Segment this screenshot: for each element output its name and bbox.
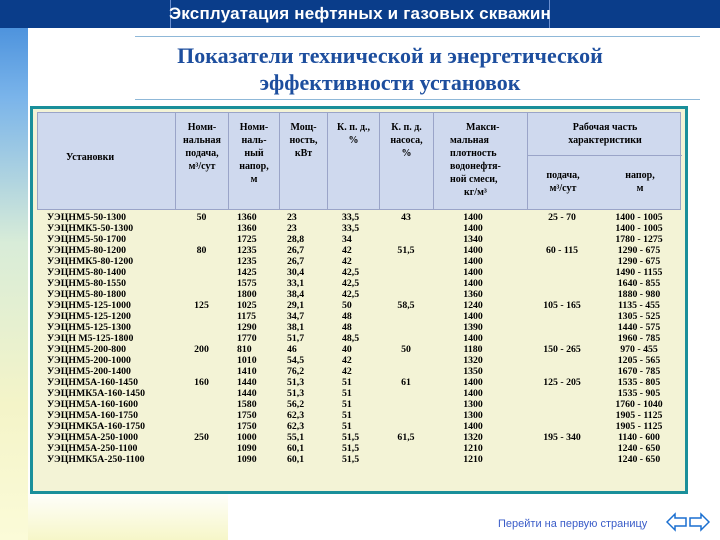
cell-work-feed: 125 - 205	[543, 377, 581, 388]
cell-density: 1240	[463, 300, 483, 311]
cell-pressure: 1360	[237, 223, 257, 234]
cell-installation: УЭЦНМК5-80-1200	[47, 256, 134, 267]
cell-feed: 160	[194, 377, 209, 388]
header-pressure-l1: Номи-	[239, 122, 269, 133]
table-row	[37, 454, 681, 465]
cell-work-feed: 105 - 165	[543, 300, 581, 311]
header-density-l6: кг/м³	[464, 187, 487, 198]
cell-power: 26,7	[287, 256, 305, 267]
cell-density: 1400	[463, 388, 483, 399]
cell-pump-efficiency: 42,5	[342, 289, 360, 300]
header-installations	[38, 113, 176, 209]
cell-work-pressure: 1135 - 455	[618, 300, 660, 311]
cell-work-feed: 150 - 265	[543, 344, 581, 355]
cell-power: 33,1	[287, 278, 305, 289]
table-row	[37, 443, 681, 454]
cell-density: 1400	[463, 267, 483, 278]
cell-work-pressure: 1290 - 675	[617, 245, 661, 256]
cell-work-pressure: 1490 - 1155	[615, 267, 663, 278]
cell-power: 54,5	[287, 355, 305, 366]
slide-header-title: Эксплуатация нефтяных и газовых скважин	[169, 4, 551, 23]
header-max-density	[434, 113, 528, 209]
cell-density: 1400	[463, 333, 483, 344]
cell-work-pressure: 1400 - 1005	[615, 223, 663, 234]
cell-installation: УЭЦНМ5-50-1700	[47, 234, 127, 245]
table-row	[37, 278, 681, 289]
cell-density: 1400	[463, 256, 483, 267]
table-row	[37, 399, 681, 410]
header-work-pressure-l1: напор,	[625, 170, 655, 181]
table-row	[37, 212, 681, 223]
cell-work-pressure: 1670 - 785	[617, 366, 661, 377]
first-page-link[interactable]: Перейти на первую страницу	[498, 518, 648, 530]
cell-pressure: 1580	[237, 399, 257, 410]
cell-density: 1210	[463, 443, 483, 454]
cell-feed: 80	[196, 245, 207, 256]
cell-pressure: 1090	[237, 454, 257, 465]
cell-pump-efficiency: 42	[342, 355, 352, 366]
header-pressure-l5: м	[250, 174, 258, 185]
top-divider	[135, 36, 700, 37]
cell-work-pressure: 1400 - 1005	[615, 212, 663, 223]
table-row	[37, 223, 681, 234]
header-density-l4: водонефтя-	[450, 161, 501, 172]
cell-pump-efficiency: 51	[342, 421, 352, 432]
table-row	[37, 388, 681, 399]
cell-density: 1400	[463, 421, 483, 432]
cell-density: 1400	[463, 377, 483, 388]
header-power-l2: ность,	[289, 135, 318, 146]
cell-pump-efficiency: 42,5	[342, 278, 360, 289]
table-row	[37, 410, 681, 421]
title-bar	[0, 0, 720, 28]
cell-installation-efficiency: 50	[401, 344, 411, 355]
header-power	[280, 113, 328, 209]
header-pressure-l2: наль-	[241, 135, 267, 146]
cell-density: 1300	[463, 410, 483, 421]
cell-work-pressure: 1535 - 805	[617, 377, 661, 388]
cell-feed: 50	[196, 212, 207, 223]
table-row	[37, 300, 681, 311]
title-divider	[135, 99, 700, 100]
cell-pressure: 1575	[237, 278, 257, 289]
cell-pump-efficiency: 42	[342, 256, 352, 267]
cell-work-pressure: 1290 - 675	[617, 256, 661, 267]
header-density-l5: ной смеси,	[450, 174, 498, 185]
cell-density: 1210	[463, 454, 483, 465]
cell-power: 23	[287, 212, 297, 223]
cell-pressure: 1000	[237, 432, 257, 443]
table-row	[37, 355, 681, 366]
header-feed-l1: Номи-	[187, 122, 217, 133]
cell-installation-efficiency: 61,5	[397, 432, 415, 443]
header-pressure-l3: ный	[244, 148, 264, 159]
cell-work-pressure: 1905 - 1125	[615, 421, 663, 432]
header-feed-l3: подача,	[185, 148, 219, 159]
cell-pump-efficiency: 51,5	[342, 432, 360, 443]
cell-pressure: 1750	[237, 421, 257, 432]
cell-work-pressure: 1240 - 650	[617, 454, 661, 465]
cell-feed: 250	[194, 432, 209, 443]
cell-density: 1400	[463, 212, 483, 223]
cell-power: 60,1	[287, 443, 305, 454]
cell-installation: УЭЦНМ5-200-1000	[47, 355, 131, 366]
header-feed	[176, 113, 229, 209]
cell-work-pressure: 1640 - 855	[617, 278, 661, 289]
cell-density: 1350	[463, 366, 483, 377]
cell-installation: УЭЦНМ5-80-1550	[47, 278, 127, 289]
back-arrow-icon[interactable]	[667, 514, 686, 530]
header-inst-eff-l1: К. п. д.	[391, 122, 422, 133]
cell-density: 1390	[463, 322, 483, 333]
cell-power: 26,7	[287, 245, 305, 256]
cell-pump-efficiency: 48,5	[342, 333, 360, 344]
cell-pressure: 1025	[237, 300, 257, 311]
cell-power: 51,7	[287, 333, 305, 344]
header-inst-eff-l3: %	[401, 148, 412, 159]
cell-installation: УЭЦНМ5А-160-1750	[47, 410, 138, 421]
cell-pump-efficiency: 51	[342, 377, 352, 388]
data-table	[30, 106, 688, 494]
cell-pump-efficiency: 42	[342, 245, 352, 256]
cell-pump-efficiency: 33,5	[342, 212, 360, 223]
cell-density: 1400	[463, 223, 483, 234]
background-bottom	[28, 490, 228, 540]
navigation-arrows	[666, 512, 710, 532]
cell-power: 62,3	[287, 421, 305, 432]
header-working-l2: характеристики	[568, 135, 642, 146]
cell-density: 1320	[463, 432, 483, 443]
table-row	[37, 245, 681, 256]
cell-work-pressure: 1440 - 575	[617, 322, 661, 333]
cell-work-pressure: 1960 - 785	[617, 333, 661, 344]
cell-power: 51,3	[287, 388, 305, 399]
header-density-l1: Макси-	[466, 122, 500, 133]
cell-pump-efficiency: 51	[342, 388, 352, 399]
cell-power: 56,2	[287, 399, 305, 410]
table-row	[37, 377, 681, 388]
cell-installation: УЭЦНМ5А-160-1450	[47, 377, 138, 388]
header-power-l3: кВт	[294, 148, 313, 159]
cell-pressure: 1235	[237, 256, 257, 267]
cell-installation: УЭЦНМ5А-250-1000	[47, 432, 138, 443]
cell-pump-efficiency: 51,5	[342, 443, 360, 454]
cell-work-pressure: 970 - 455	[620, 344, 658, 355]
cell-installation: УЭЦНМ5-80-1400	[47, 267, 127, 278]
cell-pressure: 1235	[237, 245, 257, 256]
header-pump-eff-l2: %	[348, 135, 359, 146]
cell-feed: 200	[194, 344, 209, 355]
cell-installation: УЭЦНМ5-200-800	[47, 344, 127, 355]
cell-installation: УЭЦНМ5А-250-1100	[47, 443, 138, 454]
cell-pressure: 1440	[237, 377, 257, 388]
cell-installation: УЭЦНМК5А-160-1750	[47, 421, 146, 432]
table-body	[37, 212, 681, 484]
page-title-line-1: Показатели технической и энергетической	[177, 43, 603, 68]
table-row	[37, 432, 681, 443]
cell-pump-efficiency: 40	[342, 344, 352, 355]
cell-density: 1360	[463, 289, 483, 300]
cell-pump-efficiency: 51	[342, 410, 352, 421]
table-row	[37, 289, 681, 300]
cell-pump-efficiency: 51,5	[342, 454, 360, 465]
cell-work-pressure: 1760 - 1040	[615, 399, 663, 410]
cell-installation-efficiency: 43	[401, 212, 411, 223]
cell-pump-efficiency: 50	[342, 300, 352, 311]
header-pressure-l4: напор,	[239, 161, 269, 172]
table-row	[37, 311, 681, 322]
cell-power: 46	[287, 344, 297, 355]
header-working-pressure	[598, 169, 682, 195]
cell-pump-efficiency: 42	[342, 366, 352, 377]
cell-pressure: 1770	[237, 333, 257, 344]
cell-power: 51,3	[287, 377, 305, 388]
header-feed-l2: нальная	[183, 135, 221, 146]
table-row	[37, 366, 681, 377]
cell-density: 1180	[463, 344, 483, 355]
header-pressure	[229, 113, 280, 209]
cell-pressure: 1440	[237, 388, 257, 399]
cell-pressure: 1175	[237, 311, 257, 322]
table-row	[37, 267, 681, 278]
cell-pressure: 810	[237, 344, 252, 355]
cell-power: 29,1	[287, 300, 305, 311]
header-work-pressure-l2: м	[636, 183, 644, 194]
cell-pump-efficiency: 42,5	[342, 267, 360, 278]
cell-installation: УЭЦНМ5-125-1300	[47, 322, 131, 333]
cell-pressure: 1800	[237, 289, 257, 300]
table-row	[37, 234, 681, 245]
cell-power: 62,3	[287, 410, 305, 421]
header-inst-eff-l2: насоса,	[390, 135, 423, 146]
header-installations-label: Установки	[66, 152, 115, 163]
cell-work-pressure: 1140 - 600	[618, 432, 660, 443]
cell-pressure: 1725	[237, 234, 257, 245]
cell-installation: УЭЦНМ5-125-1000	[47, 300, 131, 311]
cell-density: 1400	[463, 245, 483, 256]
cell-pressure: 1290	[237, 322, 257, 333]
cell-density: 1400	[463, 278, 483, 289]
header-work-feed-l2: м³/сут	[549, 183, 577, 194]
header-installation-efficiency	[380, 113, 434, 209]
header-power-l1: Мощ-	[290, 122, 317, 133]
forward-arrow-icon[interactable]	[690, 514, 709, 530]
table-row	[37, 421, 681, 432]
header-working-feed	[528, 169, 598, 195]
cell-pressure: 1010	[237, 355, 257, 366]
cell-density: 1300	[463, 399, 483, 410]
page-title-line-2: эффективности установок	[259, 70, 521, 95]
cell-pressure: 1090	[237, 443, 257, 454]
cell-pressure: 1750	[237, 410, 257, 421]
cell-work-feed: 60 - 115	[545, 245, 579, 256]
cell-installation-efficiency: 58,5	[397, 300, 415, 311]
cell-installation-efficiency: 61	[401, 377, 411, 388]
cell-density: 1400	[463, 311, 483, 322]
cell-installation: УЭЦНМ5-125-1200	[47, 311, 131, 322]
cell-installation: УЭЦН М5-125-1800	[47, 333, 134, 344]
header-pump-efficiency	[328, 113, 380, 209]
header-density-l2: мальная	[450, 135, 489, 146]
table-header	[37, 112, 681, 210]
cell-power: 38,4	[287, 289, 305, 300]
cell-pump-efficiency: 51	[342, 399, 352, 410]
cell-power: 60,1	[287, 454, 305, 465]
cell-installation: УЭЦНМК5-50-1300	[47, 223, 134, 234]
cell-work-pressure: 1905 - 1125	[615, 410, 663, 421]
cell-pump-efficiency: 33,5	[342, 223, 360, 234]
cell-power: 76,2	[287, 366, 305, 377]
header-pump-eff-l1: К. п. д.,	[336, 122, 371, 133]
cell-power: 34,7	[287, 311, 305, 322]
header-working-l1: Рабочая часть	[572, 122, 638, 133]
cell-power: 38,1	[287, 322, 305, 333]
page-title	[90, 42, 690, 96]
cell-installation: УЭЦНМ5-80-1200	[47, 245, 127, 256]
cell-work-pressure: 1205 - 565	[617, 355, 661, 366]
cell-power: 23	[287, 223, 297, 234]
table-row	[37, 256, 681, 267]
cell-work-feed: 25 - 70	[548, 212, 576, 223]
cell-work-pressure: 1305 - 525	[617, 311, 661, 322]
table-row	[37, 333, 681, 344]
cell-pressure: 1360	[237, 212, 257, 223]
header-subdivider	[528, 155, 682, 156]
cell-installation: УЭЦНМ5-80-1800	[47, 289, 127, 300]
cell-pressure: 1425	[237, 267, 257, 278]
cell-density: 1340	[463, 234, 483, 245]
cell-power: 30,4	[287, 267, 305, 278]
cell-installation: УЭЦНМ5-50-1300	[47, 212, 127, 223]
table-row	[37, 322, 681, 333]
cell-power: 28,8	[287, 234, 305, 245]
cell-pump-efficiency: 34	[342, 234, 352, 245]
cell-work-pressure: 1535 - 905	[617, 388, 661, 399]
header-density-l3: плотность	[450, 148, 497, 159]
cell-installation-efficiency: 51,5	[397, 245, 415, 256]
cell-feed: 125	[194, 300, 209, 311]
cell-installation: УЭЦНМ5А-160-1600	[47, 399, 138, 410]
cell-installation: УЭЦНМК5А-250-1100	[47, 454, 145, 465]
header-feed-l4: м³/сут	[188, 161, 216, 172]
cell-work-feed: 195 - 340	[543, 432, 581, 443]
cell-pump-efficiency: 48	[342, 311, 352, 322]
cell-pressure: 1410	[237, 366, 257, 377]
cell-work-pressure: 1240 - 650	[617, 443, 661, 454]
header-work-feed-l1: подача,	[546, 170, 580, 181]
cell-pump-efficiency: 48	[342, 322, 352, 333]
cell-work-pressure: 1780 - 1275	[615, 234, 663, 245]
cell-installation: УЭЦНМК5А-160-1450	[47, 388, 146, 399]
cell-work-pressure: 1880 - 980	[617, 289, 661, 300]
cell-density: 1320	[463, 355, 483, 366]
cell-installation: УЭЦНМ5-200-1400	[47, 366, 131, 377]
table-row	[37, 344, 681, 355]
cell-power: 55,1	[287, 432, 305, 443]
